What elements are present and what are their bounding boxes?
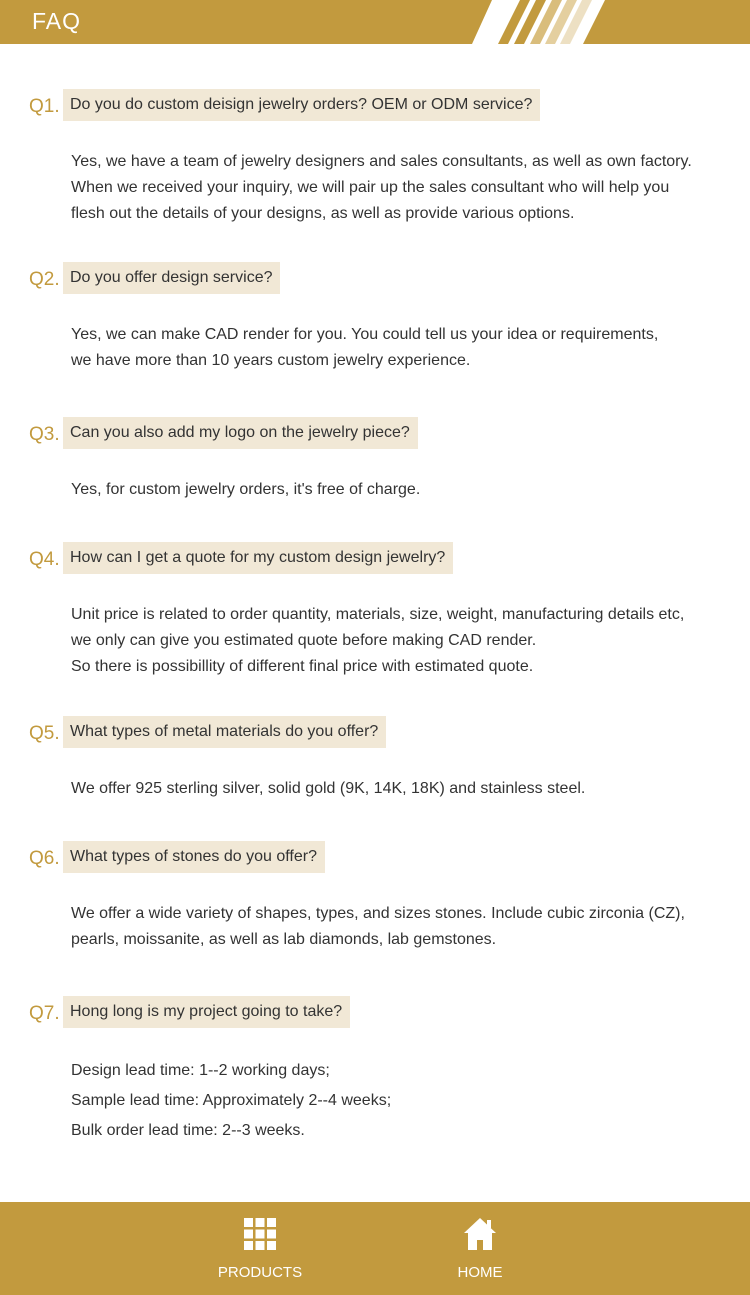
question-number: Q5.	[29, 723, 60, 744]
answer-line: When we received your inquiry, we will pair up the sales consultant who will help you	[71, 179, 670, 196]
answer-line: Bulk order lead time: 2--3 weeks.	[71, 1122, 305, 1139]
answer-line: So there is possibillity of different final price with estimated quote.	[71, 658, 534, 675]
page-header	[0, 0, 750, 44]
question-text: Hong long is my project going to take?	[63, 996, 350, 1028]
answer-text	[71, 901, 721, 953]
products-nav-button[interactable]	[190, 1202, 330, 1295]
question-text: What types of stones do you offer?	[63, 841, 325, 873]
bottom-nav-bar	[0, 1202, 750, 1295]
question-text: Do you offer design service?	[63, 262, 280, 294]
home-nav-label: HOME	[457, 1264, 503, 1281]
question-number: Q7.	[29, 1003, 60, 1024]
answer-line: Yes, we can make CAD render for you. You could tell us your idea or requirements,	[71, 326, 659, 343]
answer-line: Yes, we have a team of jewelry designers and sales consultants, as well as own factory.	[71, 153, 692, 170]
answer-text	[71, 1056, 721, 1146]
answer-line: Design lead time: 1--2 working days;	[71, 1062, 330, 1079]
answer-text	[71, 776, 721, 802]
question-number: Q2.	[29, 269, 60, 290]
answer-text	[71, 322, 721, 374]
products-nav-label: PRODUCTS	[217, 1264, 303, 1281]
answer-line: We offer a wide variety of shapes, types, and sizes stones. Include cubic zirconia (CZ),	[71, 905, 685, 922]
answer-line: Unit price is related to order quantity, materials, size, weight, manufacturing details etc,	[71, 606, 685, 623]
page-title: FAQ	[32, 8, 82, 34]
answer-line: flesh out the details of your designs, as well as provide various options.	[71, 205, 575, 222]
grid-icon	[242, 1216, 278, 1252]
question-text: What types of metal materials do you offer?	[63, 716, 386, 748]
header-stripes-decoration	[0, 0, 750, 44]
home-icon	[462, 1216, 498, 1252]
question-text: Can you also add my logo on the jewelry piece?	[63, 417, 418, 449]
question-number: Q1.	[29, 96, 60, 117]
question-text: How can I get a quote for my custom design jewelry?	[63, 542, 453, 574]
answer-text	[71, 477, 721, 503]
question-number: Q6.	[29, 848, 60, 869]
answer-line: Yes, for custom jewelry orders, it's free of charge.	[71, 481, 421, 498]
answer-line: pearls, moissanite, as well as lab diamonds, lab gemstones.	[71, 931, 497, 948]
answer-text	[71, 149, 721, 227]
answer-line: We offer 925 sterling silver, solid gold (9K, 14K, 18K) and stainless steel.	[71, 780, 586, 797]
question-number: Q4.	[29, 549, 60, 570]
home-nav-button[interactable]	[410, 1202, 550, 1295]
answer-line: Sample lead time: Approximately 2--4 weeks;	[71, 1092, 392, 1109]
question-number: Q3.	[29, 424, 60, 445]
question-text: Do you do custom deisign jewelry orders? OEM or ODM service?	[63, 89, 540, 121]
answer-line: we have more than 10 years custom jewelry experience.	[71, 352, 471, 369]
answer-line: we only can give you estimated quote before making CAD render.	[71, 632, 537, 649]
answer-text	[71, 602, 721, 680]
